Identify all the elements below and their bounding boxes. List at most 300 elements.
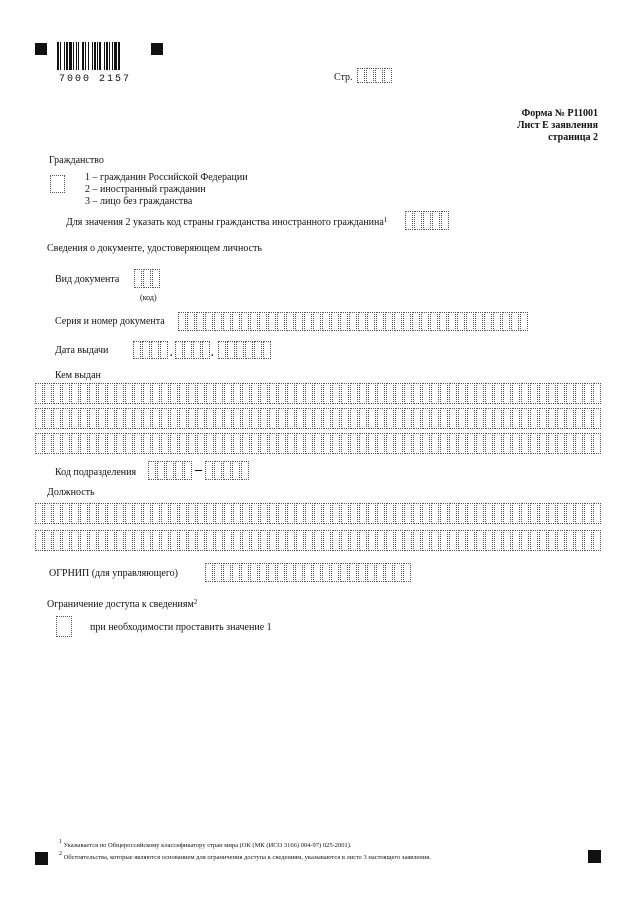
input-cell[interactable] bbox=[161, 408, 169, 429]
input-cell[interactable] bbox=[241, 312, 249, 331]
input-cell[interactable] bbox=[178, 312, 186, 331]
input-cell[interactable] bbox=[521, 383, 529, 404]
input-cell[interactable] bbox=[341, 408, 349, 429]
input-cell[interactable] bbox=[431, 503, 439, 524]
input-cell[interactable] bbox=[341, 383, 349, 404]
input-cell[interactable] bbox=[224, 383, 232, 404]
input-cell[interactable] bbox=[134, 503, 142, 524]
input-cell[interactable] bbox=[197, 433, 205, 454]
input-cell[interactable] bbox=[340, 312, 348, 331]
input-cell[interactable] bbox=[196, 312, 204, 331]
input-cell[interactable] bbox=[305, 408, 313, 429]
input-cell[interactable] bbox=[520, 312, 528, 331]
input-cell[interactable] bbox=[413, 503, 421, 524]
input-cell[interactable] bbox=[449, 503, 457, 524]
input-cell[interactable] bbox=[448, 312, 456, 331]
input-cell[interactable] bbox=[368, 530, 376, 551]
input-cell[interactable] bbox=[44, 530, 52, 551]
input-cell[interactable] bbox=[584, 433, 592, 454]
input-cell[interactable] bbox=[71, 503, 79, 524]
input-cell[interactable] bbox=[215, 433, 223, 454]
input-cell[interactable] bbox=[350, 433, 358, 454]
input-cell[interactable] bbox=[557, 433, 565, 454]
input-cell[interactable] bbox=[403, 563, 411, 582]
input-cell[interactable] bbox=[170, 433, 178, 454]
input-cell[interactable] bbox=[368, 433, 376, 454]
input-cell[interactable] bbox=[548, 433, 556, 454]
input-cell[interactable] bbox=[484, 312, 492, 331]
input-cell[interactable] bbox=[233, 433, 241, 454]
input-cell[interactable] bbox=[170, 503, 178, 524]
input-cell[interactable] bbox=[539, 383, 547, 404]
input-cell[interactable] bbox=[206, 433, 214, 454]
input-cell[interactable] bbox=[593, 530, 601, 551]
input-cell[interactable] bbox=[98, 383, 106, 404]
input-cell[interactable] bbox=[152, 503, 160, 524]
input-cell[interactable] bbox=[332, 530, 340, 551]
input-cell[interactable] bbox=[241, 563, 249, 582]
input-cell[interactable] bbox=[143, 503, 151, 524]
input-cell[interactable] bbox=[107, 530, 115, 551]
input-cell[interactable] bbox=[350, 408, 358, 429]
input-cell[interactable] bbox=[197, 530, 205, 551]
input-cell[interactable] bbox=[404, 408, 412, 429]
input-cell[interactable] bbox=[277, 563, 285, 582]
ogrnip-cells[interactable] bbox=[205, 563, 412, 582]
input-cell[interactable] bbox=[287, 408, 295, 429]
input-cell[interactable] bbox=[35, 408, 43, 429]
input-cell[interactable] bbox=[305, 383, 313, 404]
input-cell[interactable] bbox=[242, 503, 250, 524]
input-cell[interactable] bbox=[269, 408, 277, 429]
input-cell[interactable] bbox=[566, 530, 574, 551]
input-cell[interactable] bbox=[539, 408, 547, 429]
input-cell[interactable] bbox=[125, 433, 133, 454]
input-cell[interactable] bbox=[377, 383, 385, 404]
input-cell[interactable] bbox=[98, 503, 106, 524]
input-cell[interactable] bbox=[223, 563, 231, 582]
input-cell[interactable] bbox=[233, 408, 241, 429]
input-cell[interactable] bbox=[521, 433, 529, 454]
input-cell[interactable] bbox=[206, 503, 214, 524]
input-cell[interactable] bbox=[314, 383, 322, 404]
input-cell[interactable] bbox=[188, 433, 196, 454]
input-cell[interactable] bbox=[476, 530, 484, 551]
input-cell[interactable] bbox=[214, 563, 222, 582]
input-cell[interactable] bbox=[314, 530, 322, 551]
input-cell[interactable] bbox=[179, 530, 187, 551]
input-cell[interactable] bbox=[476, 433, 484, 454]
input-cell[interactable] bbox=[340, 563, 348, 582]
division-code-cells-part-1[interactable] bbox=[148, 461, 193, 480]
input-cell[interactable] bbox=[467, 433, 475, 454]
input-cell[interactable] bbox=[493, 312, 501, 331]
input-cell[interactable] bbox=[206, 383, 214, 404]
input-cell[interactable] bbox=[377, 408, 385, 429]
input-cell[interactable] bbox=[331, 563, 339, 582]
input-cell[interactable] bbox=[269, 433, 277, 454]
input-cell[interactable] bbox=[413, 383, 421, 404]
input-cell[interactable] bbox=[458, 503, 466, 524]
input-cell[interactable] bbox=[107, 408, 115, 429]
input-cell[interactable] bbox=[431, 383, 439, 404]
input-cell[interactable] bbox=[584, 408, 592, 429]
input-cell[interactable] bbox=[494, 383, 502, 404]
input-cell[interactable] bbox=[233, 530, 241, 551]
input-cell[interactable] bbox=[521, 503, 529, 524]
input-cell[interactable] bbox=[476, 383, 484, 404]
input-cell[interactable] bbox=[485, 383, 493, 404]
input-cell[interactable] bbox=[449, 433, 457, 454]
input-cell[interactable] bbox=[512, 383, 520, 404]
input-cell[interactable] bbox=[457, 312, 465, 331]
input-cell[interactable] bbox=[350, 383, 358, 404]
input-cell[interactable] bbox=[566, 433, 574, 454]
input-cell[interactable] bbox=[260, 530, 268, 551]
input-cell[interactable] bbox=[295, 312, 303, 331]
input-cell[interactable] bbox=[287, 530, 295, 551]
input-cell[interactable] bbox=[403, 312, 411, 331]
input-cell[interactable] bbox=[386, 503, 394, 524]
input-cell[interactable] bbox=[322, 312, 330, 331]
input-cell[interactable] bbox=[188, 503, 196, 524]
input-cell[interactable] bbox=[250, 312, 258, 331]
input-cell[interactable] bbox=[476, 408, 484, 429]
input-cell[interactable] bbox=[323, 433, 331, 454]
input-cell[interactable] bbox=[62, 530, 70, 551]
input-cell[interactable] bbox=[278, 433, 286, 454]
input-cell[interactable] bbox=[215, 530, 223, 551]
input-cell[interactable] bbox=[277, 312, 285, 331]
citizenship-code-cell[interactable] bbox=[50, 175, 66, 193]
input-cell[interactable] bbox=[53, 530, 61, 551]
input-cell[interactable] bbox=[422, 530, 430, 551]
input-cell[interactable] bbox=[296, 383, 304, 404]
input-cell[interactable] bbox=[539, 503, 547, 524]
input-cell[interactable] bbox=[35, 503, 43, 524]
input-cell[interactable] bbox=[467, 530, 475, 551]
input-cell[interactable] bbox=[395, 530, 403, 551]
input-cell[interactable] bbox=[422, 503, 430, 524]
input-cell[interactable] bbox=[557, 408, 565, 429]
input-cell[interactable] bbox=[242, 530, 250, 551]
input-cell[interactable] bbox=[197, 383, 205, 404]
input-cell[interactable] bbox=[44, 503, 52, 524]
input-cell[interactable] bbox=[242, 408, 250, 429]
foreign-country-code-cells[interactable] bbox=[405, 211, 450, 230]
input-cell[interactable] bbox=[575, 433, 583, 454]
input-cell[interactable] bbox=[575, 503, 583, 524]
input-cell[interactable] bbox=[385, 563, 393, 582]
input-cell[interactable] bbox=[305, 503, 313, 524]
input-cell[interactable] bbox=[53, 503, 61, 524]
input-cell[interactable] bbox=[467, 383, 475, 404]
input-cell[interactable] bbox=[368, 408, 376, 429]
input-cell[interactable] bbox=[449, 408, 457, 429]
input-cell[interactable] bbox=[322, 563, 330, 582]
input-cell[interactable] bbox=[584, 503, 592, 524]
input-cell[interactable] bbox=[503, 530, 511, 551]
input-cell[interactable] bbox=[233, 383, 241, 404]
input-cell[interactable] bbox=[548, 530, 556, 551]
input-cell[interactable] bbox=[224, 408, 232, 429]
input-cell[interactable] bbox=[404, 433, 412, 454]
input-cell[interactable] bbox=[116, 383, 124, 404]
input-cell[interactable] bbox=[376, 563, 384, 582]
input-cell[interactable] bbox=[287, 503, 295, 524]
input-cell[interactable] bbox=[287, 383, 295, 404]
input-cell[interactable] bbox=[332, 408, 340, 429]
input-cell[interactable] bbox=[205, 563, 213, 582]
input-cell[interactable] bbox=[179, 383, 187, 404]
input-cell[interactable] bbox=[566, 408, 574, 429]
input-cell[interactable] bbox=[511, 312, 519, 331]
input-cell[interactable] bbox=[197, 408, 205, 429]
input-cell[interactable] bbox=[359, 433, 367, 454]
input-cell[interactable] bbox=[503, 503, 511, 524]
input-cell[interactable] bbox=[548, 408, 556, 429]
input-cell[interactable] bbox=[467, 503, 475, 524]
input-cell[interactable] bbox=[331, 312, 339, 331]
input-cell[interactable] bbox=[332, 383, 340, 404]
input-cell[interactable] bbox=[205, 312, 213, 331]
input-cell[interactable] bbox=[80, 383, 88, 404]
input-cell[interactable] bbox=[377, 433, 385, 454]
input-cell[interactable] bbox=[188, 530, 196, 551]
input-cell[interactable] bbox=[467, 408, 475, 429]
input-cell[interactable] bbox=[161, 383, 169, 404]
input-cell[interactable] bbox=[215, 383, 223, 404]
input-cell[interactable] bbox=[430, 312, 438, 331]
input-cell[interactable] bbox=[332, 503, 340, 524]
input-cell[interactable] bbox=[475, 312, 483, 331]
input-cell[interactable] bbox=[296, 408, 304, 429]
input-cell[interactable] bbox=[494, 408, 502, 429]
input-cell[interactable] bbox=[323, 408, 331, 429]
input-cell[interactable] bbox=[395, 383, 403, 404]
input-cell[interactable] bbox=[368, 503, 376, 524]
input-cell[interactable] bbox=[143, 433, 151, 454]
input-cell[interactable] bbox=[305, 530, 313, 551]
input-cell[interactable] bbox=[278, 383, 286, 404]
input-cell[interactable] bbox=[107, 433, 115, 454]
input-cell[interactable] bbox=[466, 312, 474, 331]
input-cell[interactable] bbox=[377, 530, 385, 551]
input-cell[interactable] bbox=[259, 312, 267, 331]
input-cell[interactable] bbox=[224, 530, 232, 551]
input-cell[interactable] bbox=[296, 503, 304, 524]
input-cell[interactable] bbox=[349, 312, 357, 331]
input-cell[interactable] bbox=[539, 530, 547, 551]
input-cell[interactable] bbox=[512, 530, 520, 551]
input-cell[interactable] bbox=[575, 383, 583, 404]
input-cell[interactable] bbox=[557, 530, 565, 551]
input-cell[interactable] bbox=[530, 408, 538, 429]
input-cell[interactable] bbox=[62, 433, 70, 454]
input-cell[interactable] bbox=[359, 530, 367, 551]
input-cell[interactable] bbox=[152, 530, 160, 551]
input-cell[interactable] bbox=[530, 433, 538, 454]
input-cell[interactable] bbox=[593, 503, 601, 524]
input-cell[interactable] bbox=[503, 433, 511, 454]
input-cell[interactable] bbox=[386, 383, 394, 404]
input-cell[interactable] bbox=[314, 433, 322, 454]
issue-month-cells[interactable] bbox=[175, 341, 211, 359]
input-cell[interactable] bbox=[134, 408, 142, 429]
input-cell[interactable] bbox=[503, 383, 511, 404]
input-cell[interactable] bbox=[188, 408, 196, 429]
input-cell[interactable] bbox=[89, 433, 97, 454]
input-cell[interactable] bbox=[268, 312, 276, 331]
input-cell[interactable] bbox=[439, 312, 447, 331]
input-cell[interactable] bbox=[125, 530, 133, 551]
input-cell[interactable] bbox=[575, 408, 583, 429]
input-cell[interactable] bbox=[557, 503, 565, 524]
input-cell[interactable] bbox=[314, 503, 322, 524]
input-cell[interactable] bbox=[548, 503, 556, 524]
input-cell[interactable] bbox=[458, 383, 466, 404]
input-cell[interactable] bbox=[530, 503, 538, 524]
input-cell[interactable] bbox=[341, 530, 349, 551]
input-cell[interactable] bbox=[386, 408, 394, 429]
document-series-cells[interactable] bbox=[178, 312, 529, 331]
input-cell[interactable] bbox=[187, 312, 195, 331]
input-cell[interactable] bbox=[440, 383, 448, 404]
input-cell[interactable] bbox=[268, 563, 276, 582]
input-cell[interactable] bbox=[250, 563, 258, 582]
input-cell[interactable] bbox=[575, 530, 583, 551]
input-cell[interactable] bbox=[359, 408, 367, 429]
input-cell[interactable] bbox=[458, 433, 466, 454]
input-cell[interactable] bbox=[44, 408, 52, 429]
input-cell[interactable] bbox=[71, 408, 79, 429]
input-cell[interactable] bbox=[395, 408, 403, 429]
input-cell[interactable] bbox=[350, 530, 358, 551]
input-cell[interactable] bbox=[440, 503, 448, 524]
input-cell[interactable] bbox=[89, 408, 97, 429]
input-cell[interactable] bbox=[98, 433, 106, 454]
input-cell[interactable] bbox=[215, 503, 223, 524]
input-cell[interactable] bbox=[485, 503, 493, 524]
input-cell[interactable] bbox=[539, 433, 547, 454]
input-cell[interactable] bbox=[485, 433, 493, 454]
position-row-1[interactable] bbox=[35, 503, 602, 524]
input-cell[interactable] bbox=[143, 408, 151, 429]
input-cell[interactable] bbox=[251, 530, 259, 551]
input-cell[interactable] bbox=[170, 530, 178, 551]
input-cell[interactable] bbox=[394, 563, 402, 582]
input-cell[interactable] bbox=[242, 383, 250, 404]
input-cell[interactable] bbox=[494, 530, 502, 551]
input-cell[interactable] bbox=[170, 383, 178, 404]
input-cell[interactable] bbox=[296, 530, 304, 551]
input-cell[interactable] bbox=[341, 503, 349, 524]
input-cell[interactable] bbox=[521, 530, 529, 551]
input-cell[interactable] bbox=[431, 433, 439, 454]
input-cell[interactable] bbox=[206, 530, 214, 551]
input-cell[interactable] bbox=[269, 503, 277, 524]
input-cell[interactable] bbox=[593, 433, 601, 454]
input-cell[interactable] bbox=[53, 433, 61, 454]
input-cell[interactable] bbox=[251, 433, 259, 454]
document-type-cells[interactable] bbox=[134, 269, 161, 288]
input-cell[interactable] bbox=[89, 503, 97, 524]
input-cell[interactable] bbox=[593, 383, 601, 404]
input-cell[interactable] bbox=[98, 408, 106, 429]
input-cell[interactable] bbox=[385, 312, 393, 331]
input-cell[interactable] bbox=[332, 433, 340, 454]
input-cell[interactable] bbox=[197, 503, 205, 524]
input-cell[interactable] bbox=[377, 503, 385, 524]
input-cell[interactable] bbox=[89, 530, 97, 551]
input-cell[interactable] bbox=[260, 408, 268, 429]
input-cell[interactable] bbox=[512, 408, 520, 429]
input-cell[interactable] bbox=[251, 408, 259, 429]
input-cell[interactable] bbox=[512, 433, 520, 454]
input-cell[interactable] bbox=[161, 433, 169, 454]
input-cell[interactable] bbox=[395, 503, 403, 524]
input-cell[interactable] bbox=[232, 312, 240, 331]
input-cell[interactable] bbox=[367, 563, 375, 582]
input-cell[interactable] bbox=[566, 383, 574, 404]
input-cell[interactable] bbox=[89, 383, 97, 404]
input-cell[interactable] bbox=[269, 383, 277, 404]
page-number-cells[interactable] bbox=[357, 68, 393, 83]
input-cell[interactable] bbox=[179, 408, 187, 429]
input-cell[interactable] bbox=[278, 530, 286, 551]
input-cell[interactable] bbox=[449, 383, 457, 404]
input-cell[interactable] bbox=[296, 433, 304, 454]
input-cell[interactable] bbox=[350, 503, 358, 524]
input-cell[interactable] bbox=[116, 433, 124, 454]
input-cell[interactable] bbox=[260, 503, 268, 524]
input-cell[interactable] bbox=[161, 530, 169, 551]
input-cell[interactable] bbox=[349, 563, 357, 582]
input-cell[interactable] bbox=[458, 408, 466, 429]
input-cell[interactable] bbox=[440, 530, 448, 551]
input-cell[interactable] bbox=[125, 383, 133, 404]
input-cell[interactable] bbox=[494, 433, 502, 454]
input-cell[interactable] bbox=[232, 563, 240, 582]
input-cell[interactable] bbox=[35, 433, 43, 454]
input-cell[interactable] bbox=[116, 530, 124, 551]
input-cell[interactable] bbox=[260, 433, 268, 454]
input-cell[interactable] bbox=[323, 383, 331, 404]
input-cell[interactable] bbox=[305, 433, 313, 454]
input-cell[interactable] bbox=[233, 503, 241, 524]
input-cell[interactable] bbox=[323, 503, 331, 524]
input-cell[interactable] bbox=[358, 312, 366, 331]
input-cell[interactable] bbox=[286, 312, 294, 331]
input-cell[interactable] bbox=[269, 530, 277, 551]
input-cell[interactable] bbox=[35, 530, 43, 551]
input-cell[interactable] bbox=[394, 312, 402, 331]
input-cell[interactable] bbox=[62, 503, 70, 524]
input-cell[interactable] bbox=[214, 312, 222, 331]
input-cell[interactable] bbox=[440, 408, 448, 429]
input-cell[interactable] bbox=[134, 383, 142, 404]
input-cell[interactable] bbox=[170, 408, 178, 429]
input-cell[interactable] bbox=[44, 433, 52, 454]
input-cell[interactable] bbox=[62, 383, 70, 404]
input-cell[interactable] bbox=[584, 530, 592, 551]
input-cell[interactable] bbox=[35, 383, 43, 404]
input-cell[interactable] bbox=[278, 503, 286, 524]
input-cell[interactable] bbox=[503, 408, 511, 429]
input-cell[interactable] bbox=[304, 312, 312, 331]
input-cell[interactable] bbox=[404, 383, 412, 404]
input-cell[interactable] bbox=[287, 433, 295, 454]
